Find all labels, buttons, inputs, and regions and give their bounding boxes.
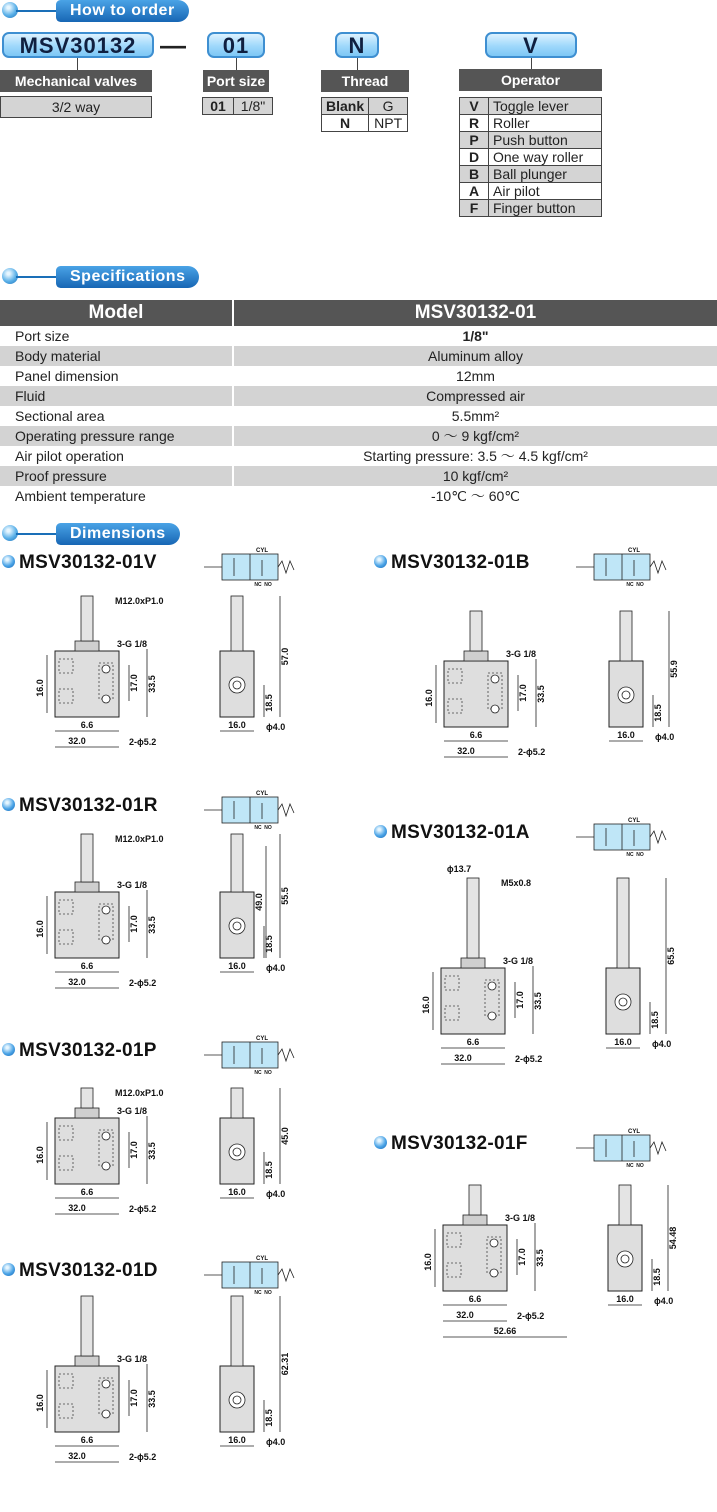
spec-value: 12mm bbox=[456, 368, 495, 384]
dim-hole: 2-ϕ5.2 bbox=[129, 1204, 157, 1214]
dim-v1: 17.0 bbox=[129, 1141, 139, 1159]
spring-icon bbox=[650, 831, 666, 843]
dim-w1: 6.6 bbox=[80, 961, 94, 971]
operator-header: Operator bbox=[459, 69, 602, 91]
valve-drawing bbox=[372, 544, 717, 804]
thread-label: M12.0xP1.0 bbox=[115, 834, 164, 844]
panel-nut bbox=[75, 1108, 99, 1118]
front-view bbox=[423, 1213, 567, 1337]
operator-code-box: V bbox=[485, 32, 577, 58]
dim-w1: 6.6 bbox=[80, 1435, 94, 1445]
dim-side-hole: ϕ4.0 bbox=[266, 963, 286, 973]
port-label: 3-G 1/8 bbox=[505, 1213, 536, 1223]
stem bbox=[357, 58, 358, 70]
valve-symbol bbox=[576, 548, 666, 588]
symbol-no-label: NO bbox=[636, 1163, 644, 1169]
dim-v1: 17.0 bbox=[129, 674, 139, 692]
dim-total: 62.31 bbox=[280, 1352, 290, 1376]
thread-label: M12.0xP1.0 bbox=[115, 596, 164, 606]
operator-value: Finger button bbox=[489, 200, 602, 217]
side-actuator bbox=[619, 1185, 631, 1225]
valve-drawing bbox=[0, 787, 345, 1047]
spec-label: Panel dimension bbox=[0, 366, 233, 386]
port-size-code: 01 bbox=[203, 98, 234, 115]
model-title-text: MSV30132-01P bbox=[19, 1040, 157, 1061]
spec-col-value: MSV30132-01 bbox=[233, 300, 717, 326]
operator-code: V bbox=[460, 98, 489, 115]
front-view bbox=[35, 1088, 164, 1214]
dim-side-hole: ϕ4.0 bbox=[266, 1437, 286, 1447]
port-label: 3-G 1/8 bbox=[117, 1106, 148, 1116]
model-title-text: MSV30132-01D bbox=[19, 1260, 158, 1281]
operator-code: P bbox=[460, 132, 489, 149]
dim-side-w: 16.0 bbox=[228, 1435, 246, 1445]
dim-total: 65.5 bbox=[666, 947, 676, 965]
mount-hole bbox=[102, 906, 110, 914]
front-view bbox=[35, 1354, 157, 1462]
operator-code: D bbox=[460, 149, 489, 166]
dim-height: 16.0 bbox=[423, 1253, 433, 1271]
side-port-inner bbox=[233, 1396, 241, 1404]
panel-nut bbox=[463, 1215, 487, 1225]
operator-value: Push button bbox=[489, 132, 602, 149]
port-size-table bbox=[202, 97, 273, 115]
side-actuator bbox=[231, 834, 243, 892]
dim-total: 45.0 bbox=[280, 1127, 290, 1145]
spring-icon bbox=[278, 1269, 294, 1281]
dimensions-title: Dimensions bbox=[56, 523, 180, 545]
symbol-no-label: NO bbox=[264, 582, 272, 588]
specifications-table bbox=[0, 300, 717, 506]
mount-hole bbox=[490, 1239, 498, 1247]
specifications-title: Specifications bbox=[56, 266, 199, 288]
operator-value: Ball plunger bbox=[489, 166, 602, 183]
spec-label: Body material bbox=[0, 346, 233, 366]
dim-hole: 2-ϕ5.2 bbox=[129, 1452, 157, 1462]
actuator bbox=[75, 1296, 99, 1366]
dim-side-hole: ϕ4.0 bbox=[266, 1189, 286, 1199]
port-label: 3-G 1/8 bbox=[506, 649, 537, 659]
dim-v1: 17.0 bbox=[518, 684, 528, 702]
actuator bbox=[75, 834, 99, 892]
operator-value: One way roller bbox=[489, 149, 602, 166]
side-actuator bbox=[620, 611, 632, 661]
dim-v1: 17.0 bbox=[129, 915, 139, 933]
thread-value: G bbox=[369, 98, 408, 115]
port-size-value: 1/8" bbox=[234, 98, 273, 115]
symbol-no-label: NO bbox=[264, 825, 272, 831]
port-label: 3-G 1/8 bbox=[503, 956, 534, 966]
mount-hole bbox=[102, 665, 110, 673]
side-port-inner bbox=[233, 681, 241, 689]
symbol-no-label: NO bbox=[264, 1070, 272, 1076]
port-label: 3-G 1/8 bbox=[117, 880, 148, 890]
dim-side-w: 16.0 bbox=[616, 1294, 634, 1304]
panel-nut bbox=[461, 958, 485, 968]
dim-total2: 49.0 bbox=[254, 893, 264, 911]
side-view bbox=[220, 1088, 290, 1199]
side-port-inner bbox=[622, 691, 630, 699]
port-code-box: 01 bbox=[207, 32, 265, 58]
valve-symbol bbox=[204, 1036, 294, 1076]
valve-body bbox=[443, 1225, 507, 1291]
spec-value: Aluminum alloy bbox=[233, 346, 717, 366]
actuator-stem bbox=[81, 1296, 93, 1356]
symbol-nc-label: NC bbox=[254, 1290, 262, 1296]
dim-overall-width: 52.66 bbox=[493, 1326, 517, 1336]
symbol-nc-label: NC bbox=[626, 582, 634, 588]
panel-nut bbox=[75, 1356, 99, 1366]
side-port-inner bbox=[233, 1148, 241, 1156]
dim-total: 55.5 bbox=[280, 887, 290, 905]
dim-v2: 33.5 bbox=[536, 685, 546, 703]
spec-value: Compressed air bbox=[233, 386, 717, 406]
mount-hole bbox=[102, 1162, 110, 1170]
operator-code: F bbox=[460, 200, 489, 217]
symbol-cyl-label: CYL bbox=[256, 791, 268, 797]
actuator-stem bbox=[81, 834, 93, 882]
dim-total: 55.9 bbox=[669, 660, 679, 678]
dim-height: 16.0 bbox=[424, 689, 434, 707]
dim-side-h: 18.5 bbox=[652, 1268, 662, 1286]
side-port-inner bbox=[233, 922, 241, 930]
actuator-stem bbox=[467, 878, 479, 958]
dim-side-w: 16.0 bbox=[617, 730, 635, 740]
side-view bbox=[220, 834, 290, 973]
actuator bbox=[463, 1185, 487, 1225]
dim-v2: 33.5 bbox=[147, 1390, 157, 1408]
symbol-nc-label: NC bbox=[626, 1163, 634, 1169]
symbol-nc-label: NC bbox=[626, 852, 634, 858]
side-actuator bbox=[231, 1296, 243, 1366]
dim-w1: 6.6 bbox=[469, 730, 483, 740]
symbol-no-label: NO bbox=[636, 852, 644, 858]
dim-side-hole: ϕ4.0 bbox=[266, 722, 286, 732]
dim-side-h: 18.5 bbox=[653, 704, 663, 722]
panel-nut bbox=[75, 641, 99, 651]
dim-w2: 32.0 bbox=[454, 1053, 472, 1063]
model-title-text: MSV30132-01V bbox=[19, 552, 157, 573]
dim-height: 16.0 bbox=[35, 1394, 45, 1412]
mount-hole bbox=[102, 695, 110, 703]
symbol-cyl-label: CYL bbox=[256, 1036, 268, 1042]
dim-hole: 2-ϕ5.2 bbox=[518, 747, 546, 757]
valve-drawing bbox=[372, 1125, 717, 1385]
thread-label: M5x0.8 bbox=[501, 878, 532, 888]
thread-value: NPT bbox=[369, 115, 408, 132]
thread-header: Thread bbox=[321, 70, 409, 92]
mount-hole bbox=[102, 1410, 110, 1418]
dim-side-h: 18.5 bbox=[264, 694, 274, 712]
symbol-cyl-label: CYL bbox=[628, 1129, 640, 1135]
header-line bbox=[16, 533, 56, 535]
header-line bbox=[16, 276, 56, 278]
side-actuator bbox=[617, 878, 629, 968]
valve-symbol bbox=[576, 1129, 666, 1169]
dim-w2: 32.0 bbox=[68, 736, 86, 746]
dim-side-hole: ϕ4.0 bbox=[652, 1039, 672, 1049]
valve-drawing bbox=[372, 814, 717, 1074]
side-view bbox=[220, 1296, 290, 1447]
model-title-text: MSV30132-01B bbox=[391, 552, 530, 573]
code-dash: — bbox=[160, 30, 186, 60]
side-actuator bbox=[231, 596, 243, 651]
dim-w1: 6.6 bbox=[80, 1187, 94, 1197]
side-view bbox=[609, 611, 679, 742]
dim-side-hole: ϕ4.0 bbox=[654, 1296, 674, 1306]
thread-code: Blank bbox=[322, 98, 369, 115]
operator-code: R bbox=[460, 115, 489, 132]
dim-total: 57.0 bbox=[280, 647, 290, 666]
actuator-stem bbox=[469, 1185, 481, 1215]
operator-code: A bbox=[460, 183, 489, 200]
actuator bbox=[75, 596, 99, 651]
panel-nut bbox=[75, 882, 99, 892]
mechanical-valves-header: Mechanical valves bbox=[0, 70, 152, 92]
header-line bbox=[16, 10, 56, 12]
dim-w1: 6.6 bbox=[468, 1294, 482, 1304]
mount-hole bbox=[488, 1012, 496, 1020]
spring-icon bbox=[278, 561, 294, 573]
dim-height: 16.0 bbox=[35, 1146, 45, 1164]
symbol-nc-label: NC bbox=[254, 825, 262, 831]
dim-side-h: 18.5 bbox=[264, 1161, 274, 1179]
mount-hole bbox=[488, 982, 496, 990]
spec-label: Ambient temperature bbox=[0, 486, 233, 506]
how-to-order-title: How to order bbox=[56, 0, 189, 22]
stem bbox=[531, 58, 532, 69]
mechanical-valves-value: 3/2 way bbox=[0, 96, 152, 118]
thread-label: M12.0xP1.0 bbox=[115, 1088, 164, 1098]
dim-side-w: 16.0 bbox=[614, 1037, 632, 1047]
dim-side-w: 16.0 bbox=[228, 961, 246, 971]
thread-table bbox=[321, 97, 408, 132]
valve-body bbox=[55, 1366, 119, 1432]
valve-body bbox=[55, 1118, 119, 1184]
dim-height: 16.0 bbox=[421, 996, 431, 1014]
symbol-cyl-label: CYL bbox=[628, 548, 640, 554]
symbol-nc-label: NC bbox=[254, 582, 262, 588]
actuator-stem bbox=[470, 611, 482, 651]
spec-label: Fluid bbox=[0, 386, 233, 406]
operator-value: Toggle lever bbox=[489, 98, 602, 115]
symbol-cyl-label: CYL bbox=[628, 818, 640, 824]
spec-value: -10℃ ～ 60℃ bbox=[430, 488, 521, 504]
panel-nut bbox=[464, 651, 488, 661]
actuator bbox=[464, 611, 488, 661]
symbol-cyl-label: CYL bbox=[256, 1256, 268, 1262]
actuator bbox=[461, 878, 485, 968]
spec-label: Air pilot operation bbox=[0, 446, 233, 466]
mount-hole bbox=[102, 1380, 110, 1388]
spec-value: 1/8" bbox=[462, 328, 489, 344]
front-view bbox=[35, 834, 164, 988]
dim-side-w: 16.0 bbox=[228, 1187, 246, 1197]
front-view bbox=[424, 649, 546, 757]
dim-total: 54.48 bbox=[668, 1226, 678, 1250]
dim-side-h: 18.5 bbox=[264, 1409, 274, 1427]
spring-icon bbox=[650, 1142, 666, 1154]
symbol-no-label: NO bbox=[264, 1290, 272, 1296]
spring-icon bbox=[650, 561, 666, 573]
dim-w2: 32.0 bbox=[457, 746, 475, 756]
stem bbox=[236, 58, 237, 70]
thread-code: N bbox=[322, 115, 369, 132]
spec-label: Sectional area bbox=[0, 406, 233, 426]
spec-label: Operating pressure range bbox=[0, 426, 233, 446]
symbol-no-label: NO bbox=[636, 582, 644, 588]
side-view bbox=[608, 1185, 678, 1306]
mount-hole bbox=[491, 675, 499, 683]
side-actuator bbox=[231, 1088, 243, 1118]
actuator-stem bbox=[81, 1088, 93, 1108]
operator-code: B bbox=[460, 166, 489, 183]
side-view bbox=[220, 596, 290, 732]
dim-v2: 33.5 bbox=[533, 992, 543, 1010]
dim-height: 16.0 bbox=[35, 920, 45, 938]
spec-col-model: Model bbox=[0, 300, 233, 326]
dim-v1: 17.0 bbox=[129, 1389, 139, 1407]
dim-hole: 2-ϕ5.2 bbox=[515, 1054, 543, 1064]
diameter-label: ϕ13.7 bbox=[446, 864, 472, 874]
spec-value: 0 ～ 9 kgf/cm² bbox=[233, 426, 717, 446]
side-port-inner bbox=[621, 1255, 629, 1263]
side-port-inner bbox=[619, 998, 627, 1006]
port-label: 3-G 1/8 bbox=[117, 639, 148, 649]
dim-w2: 32.0 bbox=[68, 977, 86, 987]
actuator-stem bbox=[81, 596, 93, 641]
dim-hole: 2-ϕ5.2 bbox=[129, 978, 157, 988]
spring-icon bbox=[278, 804, 294, 816]
dim-v1: 17.0 bbox=[515, 991, 525, 1009]
operator-value: Roller bbox=[489, 115, 602, 132]
dim-w2: 32.0 bbox=[456, 1310, 474, 1320]
valve-body bbox=[441, 968, 505, 1034]
model-title-text: MSV30132-01F bbox=[391, 1133, 528, 1154]
valve-drawing bbox=[0, 544, 345, 804]
spec-value: 5.5mm² bbox=[451, 408, 500, 424]
valve-drawing bbox=[0, 1252, 345, 1512]
spring-icon bbox=[278, 1049, 294, 1061]
valve-body bbox=[55, 651, 119, 717]
port-size-header: Port size bbox=[203, 70, 269, 92]
dim-side-hole: ϕ4.0 bbox=[655, 732, 675, 742]
valve-symbol bbox=[204, 548, 294, 588]
model-title-text: MSV30132-01R bbox=[19, 795, 158, 816]
thread-code-box: N bbox=[335, 32, 379, 58]
mount-hole bbox=[491, 705, 499, 713]
dim-height: 16.0 bbox=[35, 679, 45, 697]
dim-w1: 6.6 bbox=[466, 1037, 480, 1047]
operator-table bbox=[459, 97, 602, 217]
port-label: 3-G 1/8 bbox=[117, 1354, 148, 1364]
spec-label: Proof pressure bbox=[0, 466, 233, 486]
operator-value: Air pilot bbox=[489, 183, 602, 200]
dim-w2: 32.0 bbox=[68, 1203, 86, 1213]
dim-v2: 33.5 bbox=[147, 1142, 157, 1160]
dim-hole: 2-ϕ5.2 bbox=[129, 737, 157, 747]
model-title-text: MSV30132-01A bbox=[391, 822, 530, 843]
dim-side-h: 18.5 bbox=[650, 1011, 660, 1029]
valve-symbol bbox=[576, 818, 666, 858]
dim-hole: 2-ϕ5.2 bbox=[517, 1311, 545, 1321]
stem bbox=[77, 58, 78, 70]
dim-v2: 33.5 bbox=[147, 916, 157, 934]
valve-body bbox=[55, 892, 119, 958]
dim-side-h: 18.5 bbox=[264, 935, 274, 953]
dim-v1: 17.0 bbox=[517, 1248, 527, 1266]
valve-symbol bbox=[204, 791, 294, 831]
valve-symbol bbox=[204, 1256, 294, 1296]
model-code-box: MSV30132 bbox=[2, 32, 154, 58]
valve-body bbox=[444, 661, 508, 727]
dim-v2: 33.5 bbox=[147, 675, 157, 693]
dim-v2: 33.5 bbox=[535, 1249, 545, 1267]
spec-value: Starting pressure: 3.5 ～ 4.5 kgf/cm² bbox=[363, 448, 588, 464]
dim-w1: 6.6 bbox=[80, 720, 94, 730]
mount-hole bbox=[102, 1132, 110, 1140]
front-view bbox=[35, 596, 164, 747]
spec-label: Port size bbox=[0, 326, 233, 346]
spec-value: 10 kgf/cm² bbox=[233, 466, 717, 486]
symbol-nc-label: NC bbox=[254, 1070, 262, 1076]
side-view bbox=[606, 878, 676, 1049]
symbol-cyl-label: CYL bbox=[256, 548, 268, 554]
dim-side-w: 16.0 bbox=[228, 720, 246, 730]
mount-hole bbox=[490, 1269, 498, 1277]
actuator bbox=[75, 1088, 99, 1118]
dim-w2: 32.0 bbox=[68, 1451, 86, 1461]
mount-hole bbox=[102, 936, 110, 944]
